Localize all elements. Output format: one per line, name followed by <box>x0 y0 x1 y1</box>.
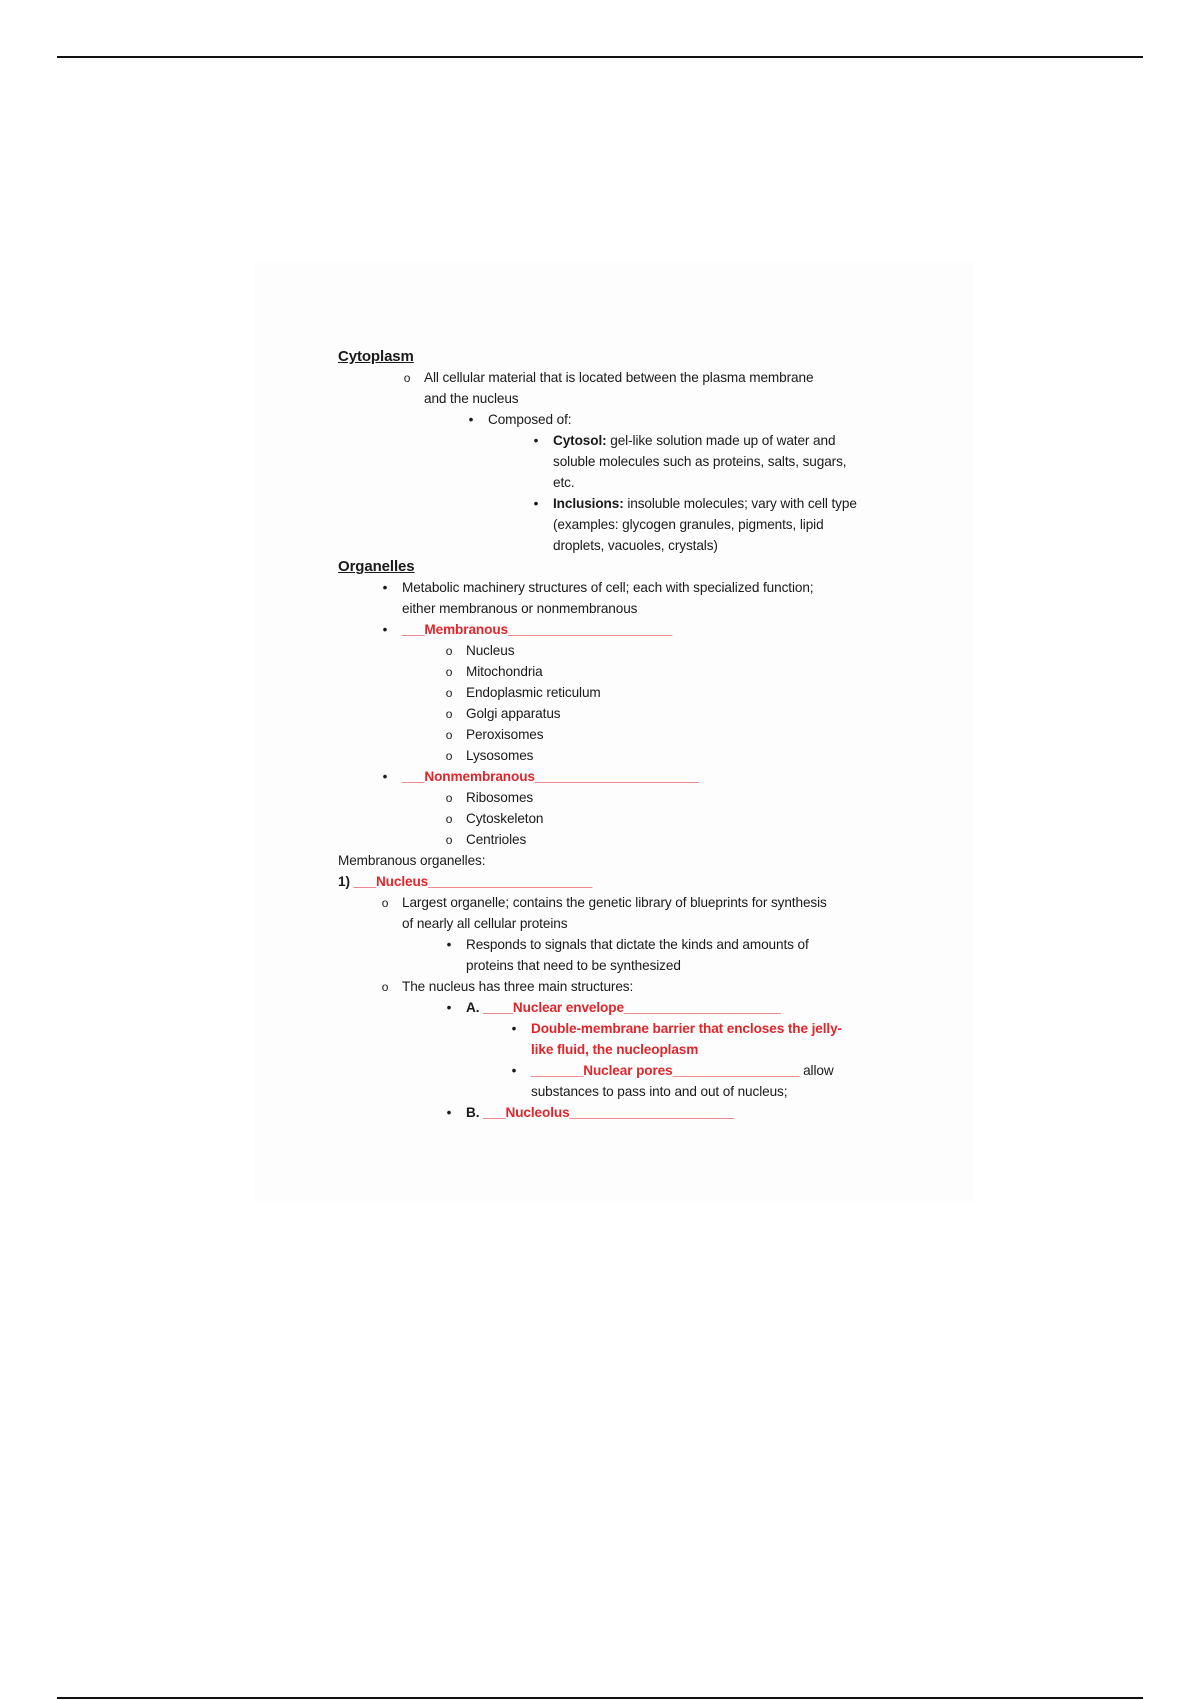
list-item-continued: (examples: glycogen granules, pigments, lipid <box>553 517 824 532</box>
list-item: o Ribosomes <box>338 787 958 808</box>
bullet-icon <box>442 934 456 955</box>
list-item: • Metabolic machinery structures of cell; each with specialized function; <box>338 577 958 598</box>
list-item-continued: either membranous or nonmembranous <box>402 601 638 616</box>
list-item: o Lysosomes <box>338 745 958 766</box>
heading-cytoplasm: Cytoplasm <box>338 348 414 365</box>
bullet-icon <box>529 430 543 451</box>
cytosol-item: • Cytosol: gel-like solution made up of water and <box>338 430 958 451</box>
document-body <box>338 346 958 1123</box>
list-item: o All cellular material that is located between the plasma membrane <box>338 367 958 388</box>
bullet-icon <box>529 493 543 514</box>
list-item: o Mitochondria <box>338 661 958 682</box>
envelope-desc: • Double-membrane barrier that encloses the jelly- <box>338 1018 958 1039</box>
list-item-continued: soluble molecules such as proteins, salts, sugars, <box>553 454 847 469</box>
circle-bullet-icon <box>442 682 456 704</box>
bullet-icon <box>378 577 392 598</box>
circle-bullet-icon <box>442 703 456 725</box>
list-item: o Golgi apparatus <box>338 703 958 724</box>
nucleus-heading: 1) ___Nucleus______________________ <box>338 874 593 889</box>
circle-bullet-icon <box>442 640 456 662</box>
circle-bullet-icon <box>442 808 456 830</box>
list-item-continued: of nearly all cellular proteins <box>402 916 568 931</box>
list-item: o Cytoskeleton <box>338 808 958 829</box>
circle-bullet-icon <box>442 787 456 809</box>
circle-bullet-icon <box>442 745 456 767</box>
list-item-continued: substances to pass into and out of nucleus; <box>531 1084 788 1099</box>
pores-item: • _______Nuclear pores_________________ allow <box>338 1060 958 1081</box>
bullet-icon <box>507 1018 521 1039</box>
bottom-rule <box>57 1697 1143 1699</box>
structure-b: • B. ___Nucleolus______________________ <box>338 1102 958 1123</box>
membranous-section-title: Membranous organelles: <box>338 853 486 868</box>
bullet-icon <box>464 409 478 430</box>
structure-a: • A. ____Nuclear envelope_____________________ <box>338 997 958 1018</box>
circle-bullet-icon <box>442 724 456 746</box>
inclusions-item: • Inclusions: insoluble molecules; vary with cell type <box>338 493 958 514</box>
list-item: o Nucleus <box>338 640 958 661</box>
bullet-icon <box>442 997 456 1018</box>
circle-bullet-icon <box>378 976 392 998</box>
bullet-icon <box>507 1060 521 1081</box>
list-item-continued: proteins that need to be synthesized <box>466 958 681 973</box>
list-item: o Endoplasmic reticulum <box>338 682 958 703</box>
bullet-icon <box>378 766 392 787</box>
nonmembranous-label: • ___Nonmembranous______________________ <box>338 766 958 787</box>
list-item: o Centrioles <box>338 829 958 850</box>
bullet-icon <box>442 1102 456 1123</box>
circle-bullet-icon <box>442 661 456 683</box>
circle-bullet-icon <box>442 829 456 851</box>
list-item-continued: and the nucleus <box>424 391 519 406</box>
circle-bullet-icon <box>378 892 392 914</box>
membranous-label: • ___Membranous______________________ <box>338 619 958 640</box>
list-item: o Largest organelle; contains the genetic library of blueprints for synthesis <box>338 892 958 913</box>
bullet-icon <box>378 619 392 640</box>
list-item: • Composed of: <box>338 409 958 430</box>
list-item: • Responds to signals that dictate the kinds and amounts of <box>338 934 958 955</box>
list-item: o Peroxisomes <box>338 724 958 745</box>
top-rule <box>57 56 1143 58</box>
list-item-continued: etc. <box>553 475 575 490</box>
list-item-continued: droplets, vacuoles, crystals) <box>553 538 718 553</box>
list-item: o The nucleus has three main structures: <box>338 976 958 997</box>
circle-bullet-icon <box>400 367 414 389</box>
list-item-continued: like fluid, the nucleoplasm <box>531 1042 699 1057</box>
heading-organelles: Organelles <box>338 558 415 575</box>
